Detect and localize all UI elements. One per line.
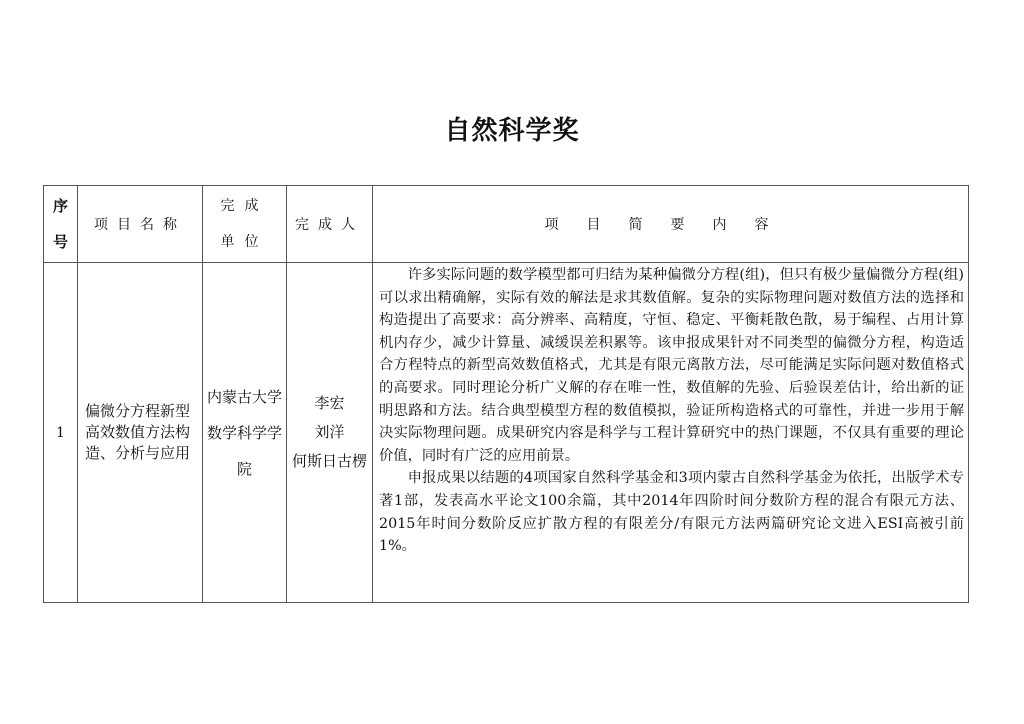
person-name: 刘洋 [314,423,345,441]
cell-unit: 内蒙古大学数学科学学院 [203,263,287,603]
person-name: 何斯日古楞 [291,452,367,470]
header-project-name: 项目名称 [78,186,203,263]
header-row [44,186,969,263]
header-summary: 项目简要内容 [373,186,969,263]
person-name: 李宏 [314,394,345,412]
header-unit-line2: 单位 [220,234,269,250]
cell-people [287,263,373,603]
cell-summary [373,263,969,603]
header-unit [203,186,287,263]
table-row [44,263,969,603]
header-seq [44,186,78,263]
summary-paragraph: 许多实际问题的数学模型都可归结为某种偏微分方程(组)，但只有极少量偏微分方程(组)可以求出精确解，实际有效的解法是求其数值解。复杂的实际物理问题对数值方法的选择和构造提出了高要求：高分辨率、高精度，守恒、稳定、平衡耗散色散，易于编程、占用计算机内存少，减少计算量、减缓误差积累等。该申报成果针对不同类型的偏微分方程，构造适合方程特点的新型高效数值格式，尤其是有限元离散方法，尽可能满足实际问题对数值格式的高要求。同时理论分析广义解的存在唯一性，数值解的先验、后验误差估计，给出新的证明思路和方法。结合典型模型方程的数值模拟，验证所构造格式的可靠性，并进一步用于解决实际物理问题。成果研究内容是科学与工程计算研究中的热门课题，不仅具有重要的理论价值，同时有广泛的应用前景。 [379,267,964,464]
cell-project-name: 偏微分方程新型高效数值方法构造、分析与应用 [78,263,203,603]
summary-paragraph: 申报成果以结题的4项国家自然科学基金和3项内蒙古自然科学基金为依托，出版学术专著1部，发表高水平论文100余篇，其中2014年四阶时间分数阶方程的混合有限元方法、2015年时间分数阶反应扩散方程的有限差分/有限元方法两篇研究论文进入ESI高被引前1%。 [379,470,964,555]
header-unit-line1: 完成 [220,198,269,214]
page-title: 自然科学奖 [444,116,580,146]
award-table [43,185,969,603]
header-seq-line1: 序 [52,197,68,215]
header-seq-line2: 号 [52,233,68,251]
header-people: 完成人 [287,186,373,263]
cell-seq: 1 [44,263,78,603]
